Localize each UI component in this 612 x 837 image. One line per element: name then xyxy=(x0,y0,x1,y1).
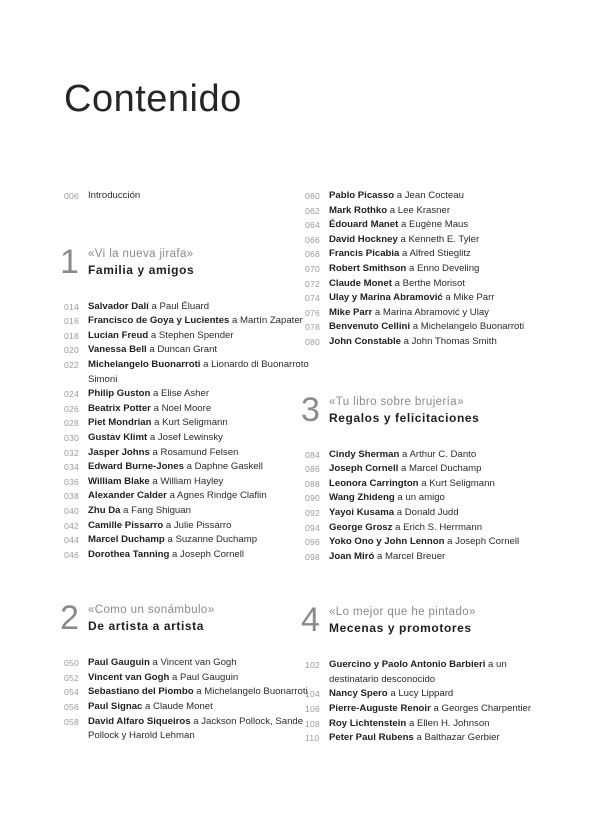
recipient-text: a Balthazar Gerbier xyxy=(413,732,500,744)
section-quote: «Lo mejor que he pintado» xyxy=(329,606,476,619)
artist-name: John Constable xyxy=(329,335,401,347)
recipient-text: a Noel Moore xyxy=(150,402,212,414)
page-number: 054 xyxy=(64,687,79,698)
recipient-text: a Erich S. Herrmann xyxy=(392,521,483,533)
entry-text xyxy=(88,416,314,431)
toc-right-top-entries xyxy=(305,189,555,350)
recipient-text: a Kurt Seligmann xyxy=(151,417,228,429)
toc-entry-introduction[interactable] xyxy=(64,189,314,204)
entry-text xyxy=(329,277,555,292)
artist-name: Sebastiano del Piombo xyxy=(88,686,194,698)
artist-name: Pablo Picasso xyxy=(329,190,395,201)
page-number: 102 xyxy=(305,660,320,671)
entry-label: Introducción xyxy=(88,190,141,201)
entry-text xyxy=(88,715,314,744)
page-number: 104 xyxy=(305,689,320,700)
entry-text xyxy=(88,700,314,715)
page-number: 060 xyxy=(305,191,320,201)
toc-entry[interactable] xyxy=(305,204,555,219)
recipient-text: a Daphne Gaskell xyxy=(183,461,263,473)
toc-entry[interactable] xyxy=(305,335,555,350)
artist-name: Robert Smithson xyxy=(329,262,407,274)
page-number: 076 xyxy=(305,307,320,318)
entry-text xyxy=(88,387,314,402)
recipient-text: a Rosamund Felsen xyxy=(149,446,239,458)
recipient-text: a Donald Judd xyxy=(394,506,459,518)
toc-entry[interactable] xyxy=(305,687,555,702)
artist-name: Paul Signac xyxy=(88,701,143,713)
recipient-text: a Jackson Pollock, Sande Pollock y Harold Lehman xyxy=(88,715,304,742)
entry-text xyxy=(88,656,314,671)
recipient-text: a Michelangelo Buonarroti xyxy=(410,321,525,333)
entry-text xyxy=(329,189,555,204)
section-heading xyxy=(301,601,555,648)
page-number: 068 xyxy=(305,249,320,260)
artist-name: Cindy Sherman xyxy=(329,448,400,460)
recipient-text: a Agnes Rindge Claflin xyxy=(166,490,267,502)
toc-entry[interactable] xyxy=(305,521,555,536)
section-heading xyxy=(301,390,555,438)
artist-name: Francis Picabia xyxy=(329,248,400,260)
artist-name: Benvenuto Cellini xyxy=(329,321,411,333)
toc-entry[interactable] xyxy=(64,402,314,417)
artist-name: Alexander Calder xyxy=(88,490,167,502)
toc-left-sections xyxy=(60,242,314,744)
page-number: 020 xyxy=(64,345,79,356)
entry-text xyxy=(329,687,555,702)
toc-entry[interactable] xyxy=(64,533,314,548)
recipient-text: a Claude Monet xyxy=(142,701,213,713)
page-number: 058 xyxy=(64,716,79,727)
toc-entry[interactable] xyxy=(64,431,314,446)
artist-name: Edward Burne-Jones xyxy=(88,461,184,473)
toc-entry[interactable] xyxy=(64,548,314,563)
artist-name: David Alfaro Siqueiros xyxy=(88,715,191,727)
toc-entry[interactable] xyxy=(305,477,555,492)
artist-name: Michelangelo Buonarroti xyxy=(88,358,201,370)
artist-name: Roy Lichtenstein xyxy=(329,717,407,729)
recipient-text: a Lee Krasner xyxy=(387,204,451,216)
entry-text xyxy=(329,477,555,492)
page-number: 014 xyxy=(64,301,79,312)
page-number: 032 xyxy=(64,447,79,458)
toc-entry[interactable] xyxy=(305,448,555,463)
artist-name: Vanessa Bell xyxy=(88,344,147,356)
artist-name: Piet Mondrian xyxy=(88,417,152,429)
toc-entry[interactable] xyxy=(64,358,314,387)
section-title: Mecenas y promotores xyxy=(329,621,472,636)
recipient-text: a Julie Pissarro xyxy=(163,519,232,531)
recipient-text: a Marcel Breuer xyxy=(374,550,446,562)
entry-text xyxy=(329,521,555,536)
artist-name: Yayoi Kusama xyxy=(329,506,395,518)
recipient-text: a un amigo xyxy=(394,492,445,504)
artist-name: Mike Parr xyxy=(329,306,373,318)
toc-entry[interactable] xyxy=(305,550,555,565)
recipient-text: a Eugène Maus xyxy=(398,219,469,231)
section-number: 4 xyxy=(301,601,320,640)
toc-entry[interactable] xyxy=(305,291,555,306)
artist-name: Leonora Carrington xyxy=(329,477,419,489)
recipient-text: a Marina Abramović y Ulay xyxy=(372,306,489,318)
artist-name: Wang Zhideng xyxy=(329,492,395,504)
artist-name: William Blake xyxy=(88,475,150,487)
entry-text xyxy=(88,685,314,700)
recipient-text: a John Thomas Smith xyxy=(400,335,497,347)
artist-name: Mark Rothko xyxy=(329,204,388,216)
recipient-text: a Fang Shiguan xyxy=(120,504,191,516)
entry-text xyxy=(88,533,314,548)
artist-name: Paul Gauguin xyxy=(88,657,150,669)
page-number: 030 xyxy=(64,432,79,443)
toc-entry[interactable] xyxy=(64,446,314,461)
page-number: 066 xyxy=(305,234,320,245)
toc-entry[interactable] xyxy=(64,475,314,490)
section-quote: «Como un sonámbulo» xyxy=(88,604,215,617)
page-number: 046 xyxy=(64,549,79,560)
page-number: 084 xyxy=(305,449,320,460)
toc-entry[interactable] xyxy=(305,535,555,550)
page-number: 098 xyxy=(305,551,320,562)
toc-entry[interactable] xyxy=(305,218,555,233)
recipient-text: a Arthur C. Danto xyxy=(399,448,477,460)
page-number: 024 xyxy=(64,389,79,400)
entry-text xyxy=(329,448,555,463)
page-number: 052 xyxy=(64,672,79,683)
page-title: Contenido xyxy=(64,78,242,120)
entry-text xyxy=(88,300,314,315)
recipient-text: a Joseph Cornell xyxy=(169,548,245,560)
toc-entry[interactable] xyxy=(305,247,555,262)
entry-text xyxy=(329,262,555,277)
toc-entry[interactable] xyxy=(305,702,555,717)
entry-text xyxy=(88,329,314,344)
toc-entry[interactable] xyxy=(305,462,555,477)
entry-text xyxy=(329,658,555,687)
artist-name: Gustav Klimt xyxy=(88,431,148,443)
page-number: 092 xyxy=(305,507,320,518)
entry-text xyxy=(329,550,555,565)
recipient-text: a Georges Charpentier xyxy=(430,703,532,715)
toc-right-column xyxy=(301,189,555,746)
recipient-text: a Alfred Stieglitz xyxy=(399,248,471,260)
toc-entry[interactable] xyxy=(305,731,555,746)
artist-name: Peter Paul Rubens xyxy=(329,732,414,744)
entry-text xyxy=(329,233,555,248)
entry-text xyxy=(88,402,314,417)
entry-text xyxy=(88,431,314,446)
page-number: 106 xyxy=(305,704,320,715)
section-heading xyxy=(60,242,314,290)
page-number: 110 xyxy=(305,733,320,744)
artist-name: Nancy Spero xyxy=(329,688,388,700)
toc-left-column xyxy=(60,189,314,744)
toc-entry[interactable] xyxy=(64,519,314,534)
entry-text xyxy=(329,731,555,746)
page-number: 038 xyxy=(64,491,79,502)
page-number: 040 xyxy=(64,505,79,516)
entry-text xyxy=(88,475,314,490)
toc-entry[interactable] xyxy=(305,717,555,732)
entry-text xyxy=(88,504,314,519)
artist-name: David Hockney xyxy=(329,233,398,245)
entry-text xyxy=(329,717,555,732)
recipient-text: a Vincent van Gogh xyxy=(149,657,237,669)
recipient-text: a Jean Cocteau xyxy=(394,190,464,201)
page-number: 062 xyxy=(305,205,320,216)
artist-name: Beatrix Potter xyxy=(88,402,151,414)
toc-entry[interactable] xyxy=(305,189,555,204)
page-number: 072 xyxy=(305,278,320,289)
entry-text xyxy=(329,491,555,506)
artist-name: Ulay y Marina Abramović xyxy=(329,292,443,304)
artist-name: Lucian Freud xyxy=(88,329,149,341)
artist-name: Francisco de Goya y Lucientes xyxy=(88,315,230,327)
artist-name: Claude Monet xyxy=(329,277,392,289)
toc-entry[interactable] xyxy=(305,277,555,292)
entry-text xyxy=(88,460,314,475)
page-number: 108 xyxy=(305,718,320,729)
section-quote: «Tu libro sobre brujería» xyxy=(329,395,464,408)
artist-name: George Grosz xyxy=(329,521,393,533)
recipient-text: a Ellen H. Johnson xyxy=(406,717,490,729)
toc-entry[interactable] xyxy=(64,460,314,475)
toc-entry[interactable] xyxy=(64,715,314,744)
section-title: De artista a artista xyxy=(88,619,205,634)
entry-text xyxy=(88,548,314,563)
entry-text xyxy=(88,446,314,461)
page-number: 080 xyxy=(305,336,320,347)
entry-text xyxy=(88,358,314,387)
artist-name: Joseph Cornell xyxy=(329,463,399,475)
page-number: 094 xyxy=(305,522,320,533)
recipient-text: a Duncan Grant xyxy=(146,344,218,356)
entry-text xyxy=(88,314,314,329)
entry-text xyxy=(88,519,314,534)
entry-text xyxy=(329,702,555,717)
section-heading xyxy=(60,599,314,646)
page-number: 088 xyxy=(305,478,320,489)
recipient-text: a Stephen Spender xyxy=(148,329,234,341)
page-number: 034 xyxy=(64,462,79,473)
toc-entry[interactable] xyxy=(64,656,314,671)
entry-text xyxy=(329,535,555,550)
recipient-text: a Mike Parr xyxy=(442,292,495,304)
page-number: 042 xyxy=(64,520,79,531)
page-number: 026 xyxy=(64,403,79,414)
entry-text xyxy=(329,306,555,321)
page-number: 096 xyxy=(305,537,320,548)
artist-name: Salvador Dalí xyxy=(88,300,149,312)
artist-name: Pierre-Auguste Renoir xyxy=(329,703,431,715)
page-number: 086 xyxy=(305,464,320,475)
recipient-text: a Enno Develing xyxy=(406,262,480,274)
entry-text xyxy=(329,291,555,306)
page-number: 036 xyxy=(64,476,79,487)
page-number: 090 xyxy=(305,493,320,504)
toc-entry[interactable] xyxy=(64,329,314,344)
recipient-text: a Lucy Lippard xyxy=(387,688,454,700)
toc-entry[interactable] xyxy=(305,658,555,687)
page-number: 022 xyxy=(64,359,79,370)
recipient-text: a Paul Gauguin xyxy=(169,671,239,683)
recipient-text: a Martín Zapater xyxy=(229,315,303,327)
recipient-text: a William Hayley xyxy=(149,475,224,487)
toc-entry[interactable] xyxy=(305,320,555,335)
toc-entry[interactable] xyxy=(305,306,555,321)
artist-name: Marcel Duchamp xyxy=(88,534,165,546)
toc-entry[interactable] xyxy=(305,506,555,521)
toc-entry[interactable] xyxy=(64,671,314,686)
page-number: 016 xyxy=(64,316,79,327)
toc-entry[interactable] xyxy=(64,489,314,504)
page-number: 064 xyxy=(305,220,320,231)
toc-entry[interactable] xyxy=(64,685,314,700)
toc-entry[interactable] xyxy=(64,343,314,358)
page-number: 018 xyxy=(64,330,79,341)
toc-entry[interactable] xyxy=(64,416,314,431)
recipient-text: a Michelangelo Buonarroti xyxy=(193,686,308,698)
entry-text xyxy=(88,489,314,504)
entry-text xyxy=(329,247,555,262)
toc-right-sections xyxy=(301,390,555,746)
artist-name: Vincent van Gogh xyxy=(88,671,170,683)
entry-text xyxy=(329,462,555,477)
page-number: 028 xyxy=(64,418,79,429)
artist-name: Yoko Ono y John Lennon xyxy=(329,536,445,548)
page-number: 044 xyxy=(64,535,79,546)
entry-text xyxy=(329,335,555,350)
entry-text xyxy=(329,320,555,335)
artist-name: Jasper Johns xyxy=(88,446,150,458)
artist-name: Guercino y Paolo Antonio Barbieri xyxy=(329,659,486,671)
recipient-text: a Paul Éluard xyxy=(148,300,210,312)
recipient-text: a Suzanne Duchamp xyxy=(164,534,258,546)
toc-entry[interactable] xyxy=(305,233,555,248)
section-quote: «Vi la nueva jirafa» xyxy=(88,247,194,260)
section-number: 1 xyxy=(60,242,79,281)
recipient-text: a Lionardo di Buonarroto Simoni xyxy=(88,358,309,385)
page-number: 074 xyxy=(305,293,320,304)
entry-text xyxy=(329,218,555,233)
section-number: 2 xyxy=(60,599,79,638)
artist-name: Joan Miró xyxy=(329,550,375,562)
toc-entry[interactable] xyxy=(305,491,555,506)
entry-text xyxy=(329,204,555,219)
toc-entry[interactable] xyxy=(64,387,314,402)
toc-entry[interactable] xyxy=(64,314,314,329)
recipient-text: a Marcel Duchamp xyxy=(398,463,482,475)
artist-name: Zhu Da xyxy=(88,504,121,516)
recipient-text: a Elise Asher xyxy=(150,388,210,400)
entry-text xyxy=(88,343,314,358)
recipient-text: a Berthe Morisot xyxy=(391,277,465,289)
toc-entry[interactable] xyxy=(64,700,314,715)
page-number: 078 xyxy=(305,322,320,333)
section-number: 3 xyxy=(301,390,320,429)
artist-name: Philip Guston xyxy=(88,388,151,400)
artist-name: Camille Pissarro xyxy=(88,519,164,531)
recipient-text: a Joseph Cornell xyxy=(444,536,520,548)
page-number: 050 xyxy=(64,658,79,669)
toc-entry[interactable] xyxy=(64,300,314,315)
recipient-text: a Kurt Seligmann xyxy=(418,477,495,489)
recipient-text: a Kenneth E. Tyler xyxy=(397,233,480,245)
page-number: 070 xyxy=(305,263,320,274)
toc-entry[interactable] xyxy=(305,262,555,277)
section-title: Familia y amigos xyxy=(88,262,195,277)
entry-text xyxy=(329,506,555,521)
artist-name: Édouard Manet xyxy=(329,219,399,231)
page-number: 056 xyxy=(64,702,79,713)
toc-entry[interactable] xyxy=(64,504,314,519)
artist-name: Dorothea Tanning xyxy=(88,548,170,560)
recipient-text: a un destinatario desconocido xyxy=(329,659,507,685)
page-number: 006 xyxy=(64,191,79,201)
entry-text xyxy=(88,671,314,686)
recipient-text: a Josef Lewinsky xyxy=(147,431,223,443)
section-title: Regalos y felicitaciones xyxy=(329,410,480,425)
